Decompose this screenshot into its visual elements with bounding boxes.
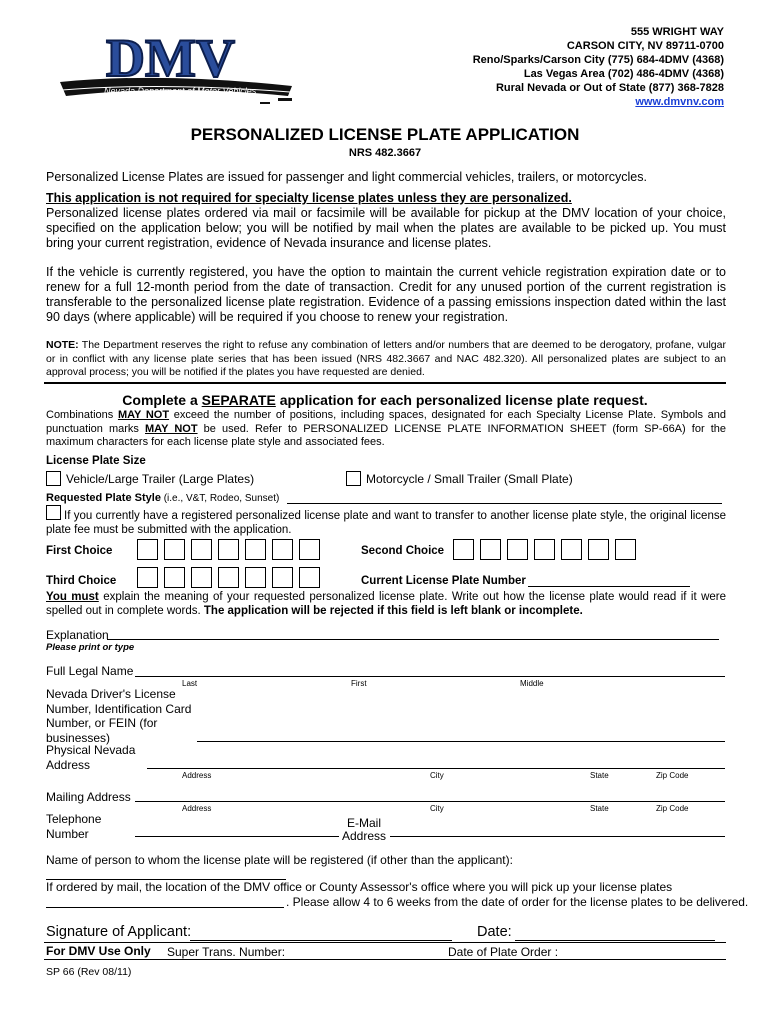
registration-paragraph: If the vehicle is currently registered, you have the option to maintain the current vehicle registration expiration date or to renew for a full 12-month period from the date of transaction. Credit for any unused portion of the current registration is transferable to the personalized license plate registration. Evidence of a passing emissions inspection dated within the last 90 days (where applicable) will be required if you choose to renew your registration. xyxy=(46,265,726,324)
physical-address-field[interactable] xyxy=(147,768,725,769)
dmv-use-top-rule xyxy=(44,942,726,943)
small-plate-checkbox[interactable] xyxy=(346,471,361,486)
separate-post: application for each personalized license plate request. xyxy=(275,392,648,408)
address-line: Rural Nevada or Out of State (877) 368-7828 xyxy=(495,82,724,94)
explanation-label: Explanation xyxy=(46,628,109,642)
plate-style-label: Requested Plate Style xyxy=(46,492,161,504)
small-plate-label: Motorcycle / Small Trailer (Small Plate) xyxy=(366,472,573,486)
zip-caption: Zip Code xyxy=(656,804,689,813)
first-choice-boxes xyxy=(137,539,326,565)
mailing-address-label: Mailing Address xyxy=(46,790,131,804)
form-title: PERSONALIZED LICENSE PLATE APPLICATION xyxy=(190,125,580,144)
character-box[interactable] xyxy=(615,539,636,560)
signature-field[interactable] xyxy=(190,940,452,941)
date-label: Date: xyxy=(477,924,512,940)
character-box[interactable] xyxy=(137,567,158,588)
email-label: E-Mail Address xyxy=(342,816,387,843)
section-divider xyxy=(44,382,726,384)
separate-pre: Complete a xyxy=(122,392,202,408)
plate-size-label: License Plate Size xyxy=(46,455,146,467)
print-hint: Please print or type xyxy=(46,642,135,653)
separate-application-heading xyxy=(0,392,770,408)
separate-word: SEPARATE xyxy=(201,392,276,408)
address-caption: Address xyxy=(182,804,212,813)
explain-instructions xyxy=(46,590,726,618)
character-box[interactable] xyxy=(245,539,266,560)
state-caption: State xyxy=(590,771,609,780)
character-box[interactable] xyxy=(218,567,239,588)
license-number-label: Nevada Driver's License Number, Identification Card Number, or FEIN (for businesses) xyxy=(46,687,192,745)
city-caption: City xyxy=(430,771,444,780)
character-box[interactable] xyxy=(561,539,582,560)
character-box[interactable] xyxy=(534,539,555,560)
character-box[interactable] xyxy=(299,567,320,588)
combinations-paragraph xyxy=(46,409,726,450)
character-box[interactable] xyxy=(453,539,474,560)
character-box[interactable] xyxy=(191,539,212,560)
large-plate-checkbox[interactable] xyxy=(46,471,61,486)
last-name-caption: Last xyxy=(182,679,198,688)
registered-to-label: Name of person to whom the license plate will be registered (if other than the applicant): xyxy=(46,853,513,867)
you-must: You must xyxy=(46,591,99,603)
pickup-location-text: If ordered by mail, the location of the DMV office or County Assessor's office where you will pick up your license plates xyxy=(46,880,673,894)
character-box[interactable] xyxy=(507,539,528,560)
dmv-use-bottom-rule xyxy=(44,959,726,960)
reject-warning: The application will be rejected if this field is left blank or incomplete. xyxy=(203,605,583,617)
may-not: MAY NOT xyxy=(145,422,198,435)
pickup-delivery-note: . Please allow 4 to 6 weeks from the date of order for the license plates to be delivered. xyxy=(286,895,749,909)
character-box[interactable] xyxy=(588,539,609,560)
intro-text: Personalized License Plates are issued for passenger and light commercial vehicles, trailers, or motorcycles. xyxy=(46,170,647,184)
character-box[interactable] xyxy=(137,539,158,560)
character-box[interactable] xyxy=(245,567,266,588)
note-label: NOTE: xyxy=(46,339,79,351)
plate-style-hint: (i.e., V&T, Rodeo, Sunset) xyxy=(160,493,280,504)
dmv-address-block xyxy=(473,25,724,109)
zip-caption: Zip Code xyxy=(656,771,689,780)
full-name-label: Full Legal Name xyxy=(46,664,134,678)
pickup-location-field[interactable] xyxy=(46,907,284,908)
combos-text: Combinations xyxy=(46,409,118,421)
character-box[interactable] xyxy=(480,539,501,560)
mailing-address-field[interactable] xyxy=(135,801,725,802)
first-choice-label: First Choice xyxy=(46,545,113,557)
character-box[interactable] xyxy=(191,567,212,588)
middle-name-caption: Middle xyxy=(520,679,544,688)
plate-style-label-row xyxy=(46,492,279,504)
plate-style-field[interactable] xyxy=(287,503,722,504)
signature-label: Signature of Applicant: xyxy=(46,924,192,940)
super-trans-label: Super Trans. Number: xyxy=(167,945,286,959)
statute-reference: NRS 482.3667 xyxy=(348,147,422,159)
character-box[interactable] xyxy=(218,539,239,560)
address-caption: Address xyxy=(182,771,212,780)
second-choice-label: Second Choice xyxy=(361,545,445,557)
city-caption: City xyxy=(430,804,444,813)
first-name-caption: First xyxy=(351,679,367,688)
pickup-paragraph: Personalized license plates ordered via mail or facsimile will be available for pickup at the DMV location of your choice, specified on the application below; you will be notified by mail when the plates are available to be picked up. You must bring your current registration, evidence of Nevada insurance and license plates. xyxy=(46,206,726,250)
character-box[interactable] xyxy=(164,567,185,588)
character-box[interactable] xyxy=(299,539,320,560)
address-line: 555 WRIGHT WAY xyxy=(630,26,724,38)
combos-text: exceed the number of positions, including spaces, designated for each Specialty License Plate. Symbols and punctuation marks xyxy=(46,409,726,435)
date-of-order-label: Date of Plate Order : xyxy=(448,945,559,959)
second-choice-boxes xyxy=(453,539,642,565)
dmv-use-label: For DMV Use Only xyxy=(46,944,151,958)
address-line: CARSON CITY, NV 89711-0700 xyxy=(566,40,724,52)
license-number-field[interactable] xyxy=(197,741,725,742)
explain-text: explain the meaning of your requested personalized license plate. Write out how the license plate would read if it were spelled out in complete words. xyxy=(46,591,726,617)
current-plate-field[interactable] xyxy=(528,586,690,587)
note-paragraph xyxy=(46,339,726,380)
logo-subtext: Nevada Department of Motor Vehicles xyxy=(104,86,257,96)
website-link[interactable]: www.dmvnv.com xyxy=(635,96,724,108)
date-field[interactable] xyxy=(515,940,715,941)
dmv-logo xyxy=(52,20,300,112)
may-not: MAY NOT xyxy=(117,409,170,421)
current-plate-label: Current License Plate Number xyxy=(361,575,526,587)
character-box[interactable] xyxy=(272,539,293,560)
explanation-field[interactable] xyxy=(107,639,719,640)
state-caption: State xyxy=(590,804,609,813)
not-required-notice: This application is not required for specialty license plates unless they are personalized. xyxy=(46,191,572,205)
large-plate-label: Vehicle/Large Trailer (Large Plates) xyxy=(66,472,255,486)
telephone-label: Telephone Number xyxy=(46,812,102,841)
transfer-text: If you currently have a registered personalized license plate and want to transfer to another license plate style, the original license plate fee must be submitted with the application. xyxy=(46,510,726,536)
telephone-field[interactable] xyxy=(135,836,339,837)
address-line: Las Vegas Area (702) 486-4DMV (4368) xyxy=(523,68,724,80)
email-field[interactable] xyxy=(390,836,725,837)
logo-text: DMV xyxy=(106,28,235,88)
physical-address-label: Physical Nevada Address xyxy=(46,743,136,772)
combos-text: be used. Refer to PERSONALIZED LICENSE PLATE INFORMATION SHEET (form SP-66A) for the maximum characters for each license plate style and associated fees. xyxy=(46,422,726,448)
address-line: Reno/Sparks/Carson City (775) 684-4DMV (4368) xyxy=(472,54,724,66)
third-choice-label: Third Choice xyxy=(46,575,117,587)
form-id: SP 66 (Rev 08/11) xyxy=(46,966,132,978)
full-name-field[interactable] xyxy=(135,676,725,677)
note-text: The Department reserves the right to refuse any combination of letters and/or numbers that are deemed to be derogatory, profane, vulgar or in conflict with any license plate series that has been issued (NRS 482.3667 and NAC 482.320). All personalized plates are subject to an approval process; you will be notified if the plates you have requested are denied. xyxy=(46,339,726,378)
character-box[interactable] xyxy=(164,539,185,560)
character-box[interactable] xyxy=(272,567,293,588)
